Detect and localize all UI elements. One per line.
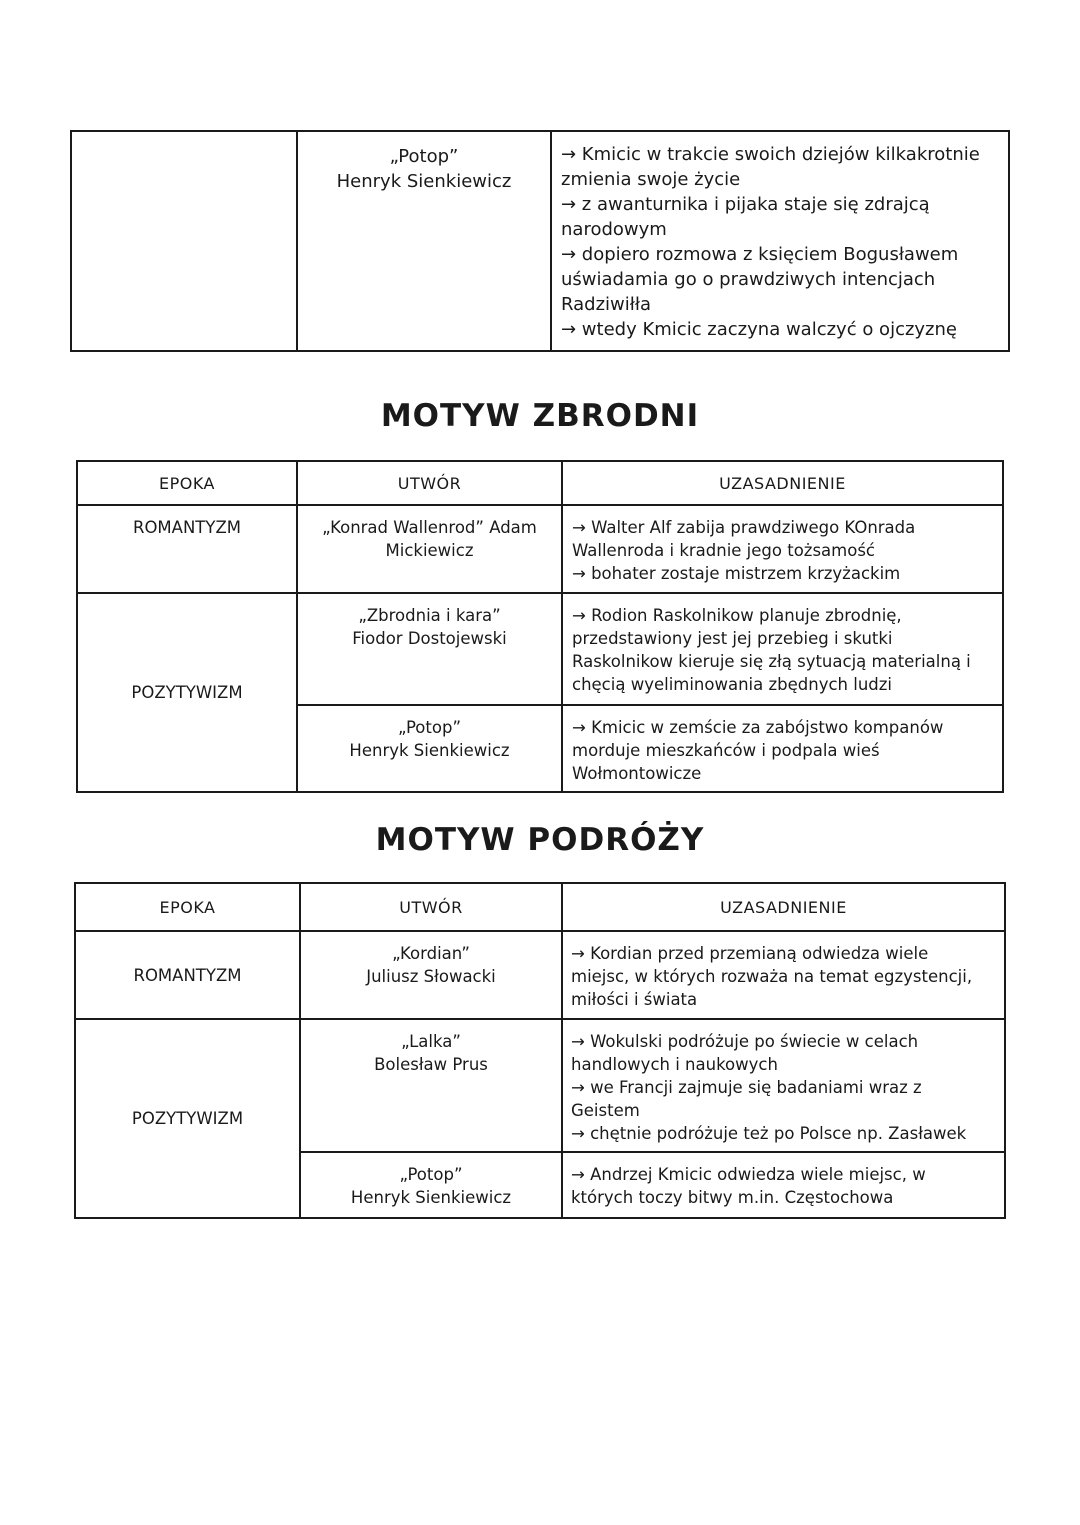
header-justification: UZASADNIENIE	[562, 883, 1005, 931]
justification-line: → chętnie podróżuje też po Polsce np. Zasławek	[571, 1124, 967, 1143]
epoch-cell: ROMANTYZM	[75, 931, 300, 1019]
work-line: „Potop”	[397, 718, 461, 737]
work-line: Juliusz Słowacki	[366, 967, 496, 986]
header-row	[75, 883, 1005, 931]
justification-line: miłości i świata	[571, 990, 698, 1009]
justification-cell	[562, 593, 1003, 705]
work-cell	[300, 1019, 562, 1152]
work-author: Henryk Sienkiewicz	[336, 171, 512, 192]
work-line: Mickiewicz	[385, 541, 474, 560]
justification-line: → z awanturnika i pijaka staje się zdrajcą	[561, 194, 930, 215]
work-line: „Potop”	[399, 1165, 463, 1184]
header-work: UTWÓR	[297, 461, 562, 505]
work-cell	[300, 931, 562, 1019]
justification-line: → Rodion Raskolnikow planuje zbrodnię,	[572, 606, 902, 625]
work-line: Henryk Sienkiewicz	[349, 741, 510, 760]
justification-line: → bohater zostaje mistrzem krzyżackim	[572, 564, 901, 583]
epoch-cell: POZYTYWIZM	[75, 1019, 300, 1218]
justification-line: handlowych i naukowych	[571, 1055, 778, 1074]
work-line: „Konrad Wallenrod” Adam	[322, 518, 537, 537]
section-title-podrozy: MOTYW PODRÓŻY	[375, 822, 705, 858]
table-row	[77, 505, 1003, 593]
justification-line: → Kmicic w zemście za zabójstwo kompanów	[572, 718, 944, 737]
zbrodni-table	[76, 460, 1004, 793]
justification-line: → Andrzej Kmicic odwiedza wiele miejsc, w	[571, 1165, 926, 1184]
justification-line: narodowym	[561, 219, 667, 240]
epoch-cell	[71, 131, 297, 351]
justification-line: Wołmontowicze	[572, 764, 702, 783]
justification-cell	[562, 705, 1003, 792]
justification-cell	[562, 505, 1003, 593]
header-work: UTWÓR	[300, 883, 562, 931]
continuation-table	[70, 130, 1010, 352]
justification-line: których toczy bitwy m.in. Częstochowa	[571, 1188, 894, 1207]
justification-line: chęcią wyeliminowania zbędnych ludzi	[572, 675, 893, 694]
justification-line: → Wokulski podróżuje po świecie w celach	[571, 1032, 919, 1051]
section-title-zbrodni: MOTYW ZBRODNI	[380, 398, 700, 434]
table-row	[75, 1019, 1005, 1152]
header-epoch: EPOKA	[77, 461, 297, 505]
header-justification: UZASADNIENIE	[562, 461, 1003, 505]
justification-cell	[562, 1019, 1005, 1152]
table-row	[71, 131, 1009, 351]
justification-line: → wtedy Kmicic zaczyna walczyć o ojczyznę	[561, 319, 957, 340]
work-line: Henryk Sienkiewicz	[350, 1188, 512, 1207]
justification-line: Wallenroda i kradnie jego tożsamość	[572, 541, 876, 560]
table-row	[75, 931, 1005, 1019]
work-line: „Kordian”	[392, 944, 470, 963]
work-line: Bolesław Prus	[374, 1055, 488, 1074]
work-cell	[300, 1152, 562, 1218]
justification-cell	[562, 931, 1005, 1019]
work-cell	[297, 593, 562, 705]
work-title: „Potop”	[389, 146, 459, 167]
podrozy-table	[74, 882, 1006, 1219]
justification-cell	[551, 131, 1009, 351]
justification-line: Radziwiłła	[561, 294, 651, 315]
justification-line: morduje mieszkańców i podpala wieś	[572, 741, 880, 760]
header-epoch: EPOKA	[75, 883, 300, 931]
justification-line: przedstawiony jest jej przebieg i skutki	[572, 629, 893, 648]
work-cell	[297, 131, 551, 351]
justification-line: uświadamia go o prawdziwych intencjach	[561, 269, 936, 290]
justification-line: → we Francji zajmuje się badaniami wraz z	[571, 1078, 922, 1097]
justification-cell	[562, 1152, 1005, 1218]
justification-line: miejsc, w których rozważa na temat egzystencji,	[571, 967, 973, 986]
epoch-cell: POZYTYWIZM	[77, 593, 297, 792]
justification-line: → Kmicic w trakcie swoich dziejów kilkakrotnie	[561, 144, 980, 165]
justification-line: → Walter Alf zabija prawdziwego KOnrada	[572, 518, 916, 537]
work-cell	[297, 705, 562, 792]
work-line: „Zbrodnia i kara”	[358, 606, 501, 625]
work-cell	[297, 505, 562, 593]
justification-line: Geistem	[571, 1101, 640, 1120]
work-line: „Lalka”	[401, 1032, 461, 1051]
header-row	[77, 461, 1003, 505]
justification-line: zmienia swoje życie	[561, 169, 741, 190]
work-line: Fiodor Dostojewski	[352, 629, 507, 648]
table-row	[77, 593, 1003, 705]
epoch-cell: ROMANTYZM	[77, 505, 297, 593]
justification-line: → Kordian przed przemianą odwiedza wiele	[571, 944, 929, 963]
justification-line: Raskolnikow kieruje się złą sytuacją materialną i	[572, 652, 971, 671]
justification-line: → dopiero rozmowa z księciem Bogusławem	[561, 244, 959, 265]
